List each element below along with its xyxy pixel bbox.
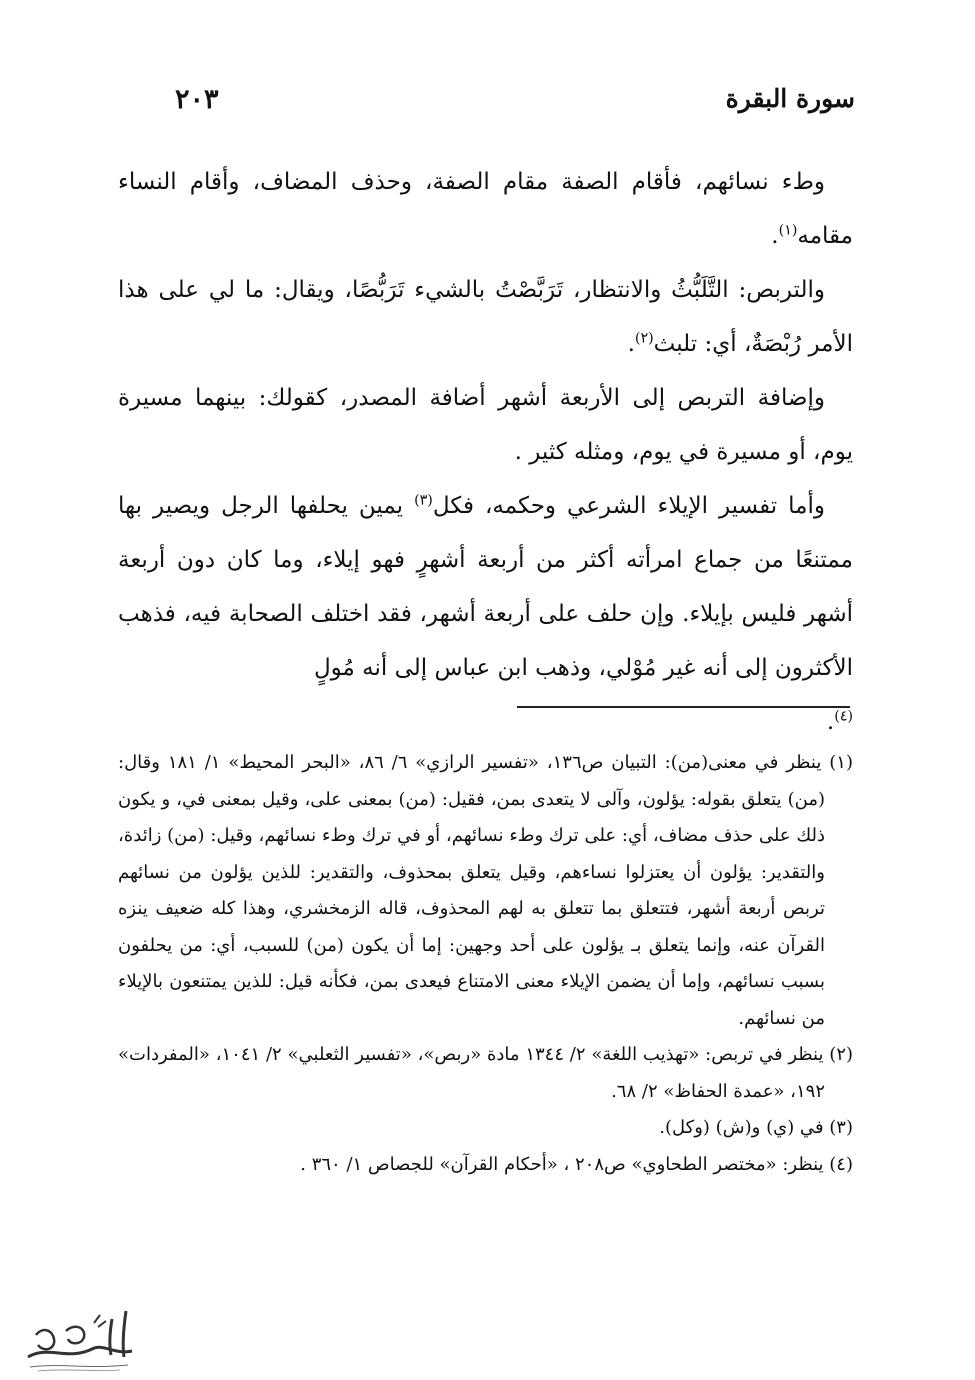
paragraph-text: وأما تفسير الإيلاء الشرعي وحكمه، فكل (432, 493, 825, 519)
footnote-ref: (١) (778, 222, 798, 239)
footnote: (٢) ينظر في تربص: «تهذيب اللغة» ٢/ ١٣٤٤ مادة «ربص»، «تفسير الثعلبي» ٢/ ١٠٤١، «المفردات» ١٩٢، «عمدة الحفاظ» ٢/ ٦٨. (118, 1044, 854, 1102)
footnote-divider (517, 706, 850, 708)
footnote-ref: (٢) (634, 330, 654, 347)
sura-title: سورة البقرة (725, 84, 855, 113)
calligraphy-logo-icon (8, 1305, 148, 1377)
paragraph (118, 263, 853, 371)
main-text (118, 155, 853, 749)
paragraph-end: . (771, 223, 779, 249)
page-number: ٢٠٣ (175, 84, 219, 115)
footnote: (٤) ينظر: «مختصر الطحاوي» ص٢٠٨ ، «أحكام القرآن» للجصاص ١/ ٣٦٠ . (300, 1153, 853, 1175)
footnote: (١) ينظر في معنى(من): التبيان ص١٣٦، «تفسير الرازي» ٦/ ٨٦، «البحر المحيط» ١/ ١٨١ وقال: (من) يتعلق بقوله: يؤلون، وآلى لا يتعدى بمن، فقيل: (من) بمعنى على، وقيل بمعنى في، و يكون ذلك على حذف مضاف، أي: على ترك وطء نسائهم، أو في ترك وطء نسائهم، وقيل: (من) زائدة، والتقدير: يؤلون أن يعتزلوا نساءهم، وقيل يتعلق بمحذوف، والتقدير: للذين يؤلون من نسائهم تربص أربعة أشهر، فتتعلق بما تتعلق به لهم المحذوف، قاله الزمخشري، وهذا كله ضعيف ينزه القرآن عنه، وإنما يتعلق بـ يؤلون على أحد وجهين: إما أن يكون (من) للسبب، أي: من يحلفون بسبب نسائهم، وإما أن يضمن الإيلاء معنى الامتناع فيعدى بمن، فكأنه قيل: للذين يمتنعون بالإيلاء من نسائهم. (118, 752, 853, 1029)
paragraph-text: يمين يحلفها الرجل ويصير بها ممتنعًا من جماع امرأته أكثر من أربعة أشهرٍ فهو إيلاء، وما كان دون أربعة أشهر فليس بإيلاء. وإن حلف على أربعة أشهر، فقد اختلف الصحابة فيه، فذهب الأكثرون إلى أنه غير مُوْلي، وذهب ابن عباس إلى أنه مُولٍ (118, 493, 853, 681)
paragraph (118, 155, 853, 263)
publisher-logo (8, 1305, 148, 1377)
paragraph-text: والتربص: التَّلَبُّثُ والانتظار، تَرَبَّصْتُ بالشيء تَرَبُّصًا، ويقال: ما لي على هذا الأمر رُبْصَةٌ، أي: تلبث (118, 277, 853, 357)
paragraph-text: وطء نسائهم، فأقام الصفة مقام الصفة، وحذف المضاف، وأقام النساء مقامه (118, 169, 853, 249)
footnotes (118, 745, 853, 1183)
paragraph-end: . (627, 331, 635, 357)
paragraph (118, 371, 853, 479)
paragraph-end: . (826, 709, 835, 735)
paragraph-text: وإضافة التربص إلى الأربعة أشهر أضافة المصدر، كقولك: بينهما مسيرة يوم، أو مسيرة في يوم، ومثله كثير . (118, 385, 853, 465)
paragraph (118, 695, 853, 749)
paragraph (118, 479, 853, 695)
footnote: (٣) في (ي) و(ش) (وكل). (659, 1117, 853, 1138)
footnote-ref: (٣) (414, 492, 433, 509)
footnote-ref: (٤) (834, 708, 853, 725)
